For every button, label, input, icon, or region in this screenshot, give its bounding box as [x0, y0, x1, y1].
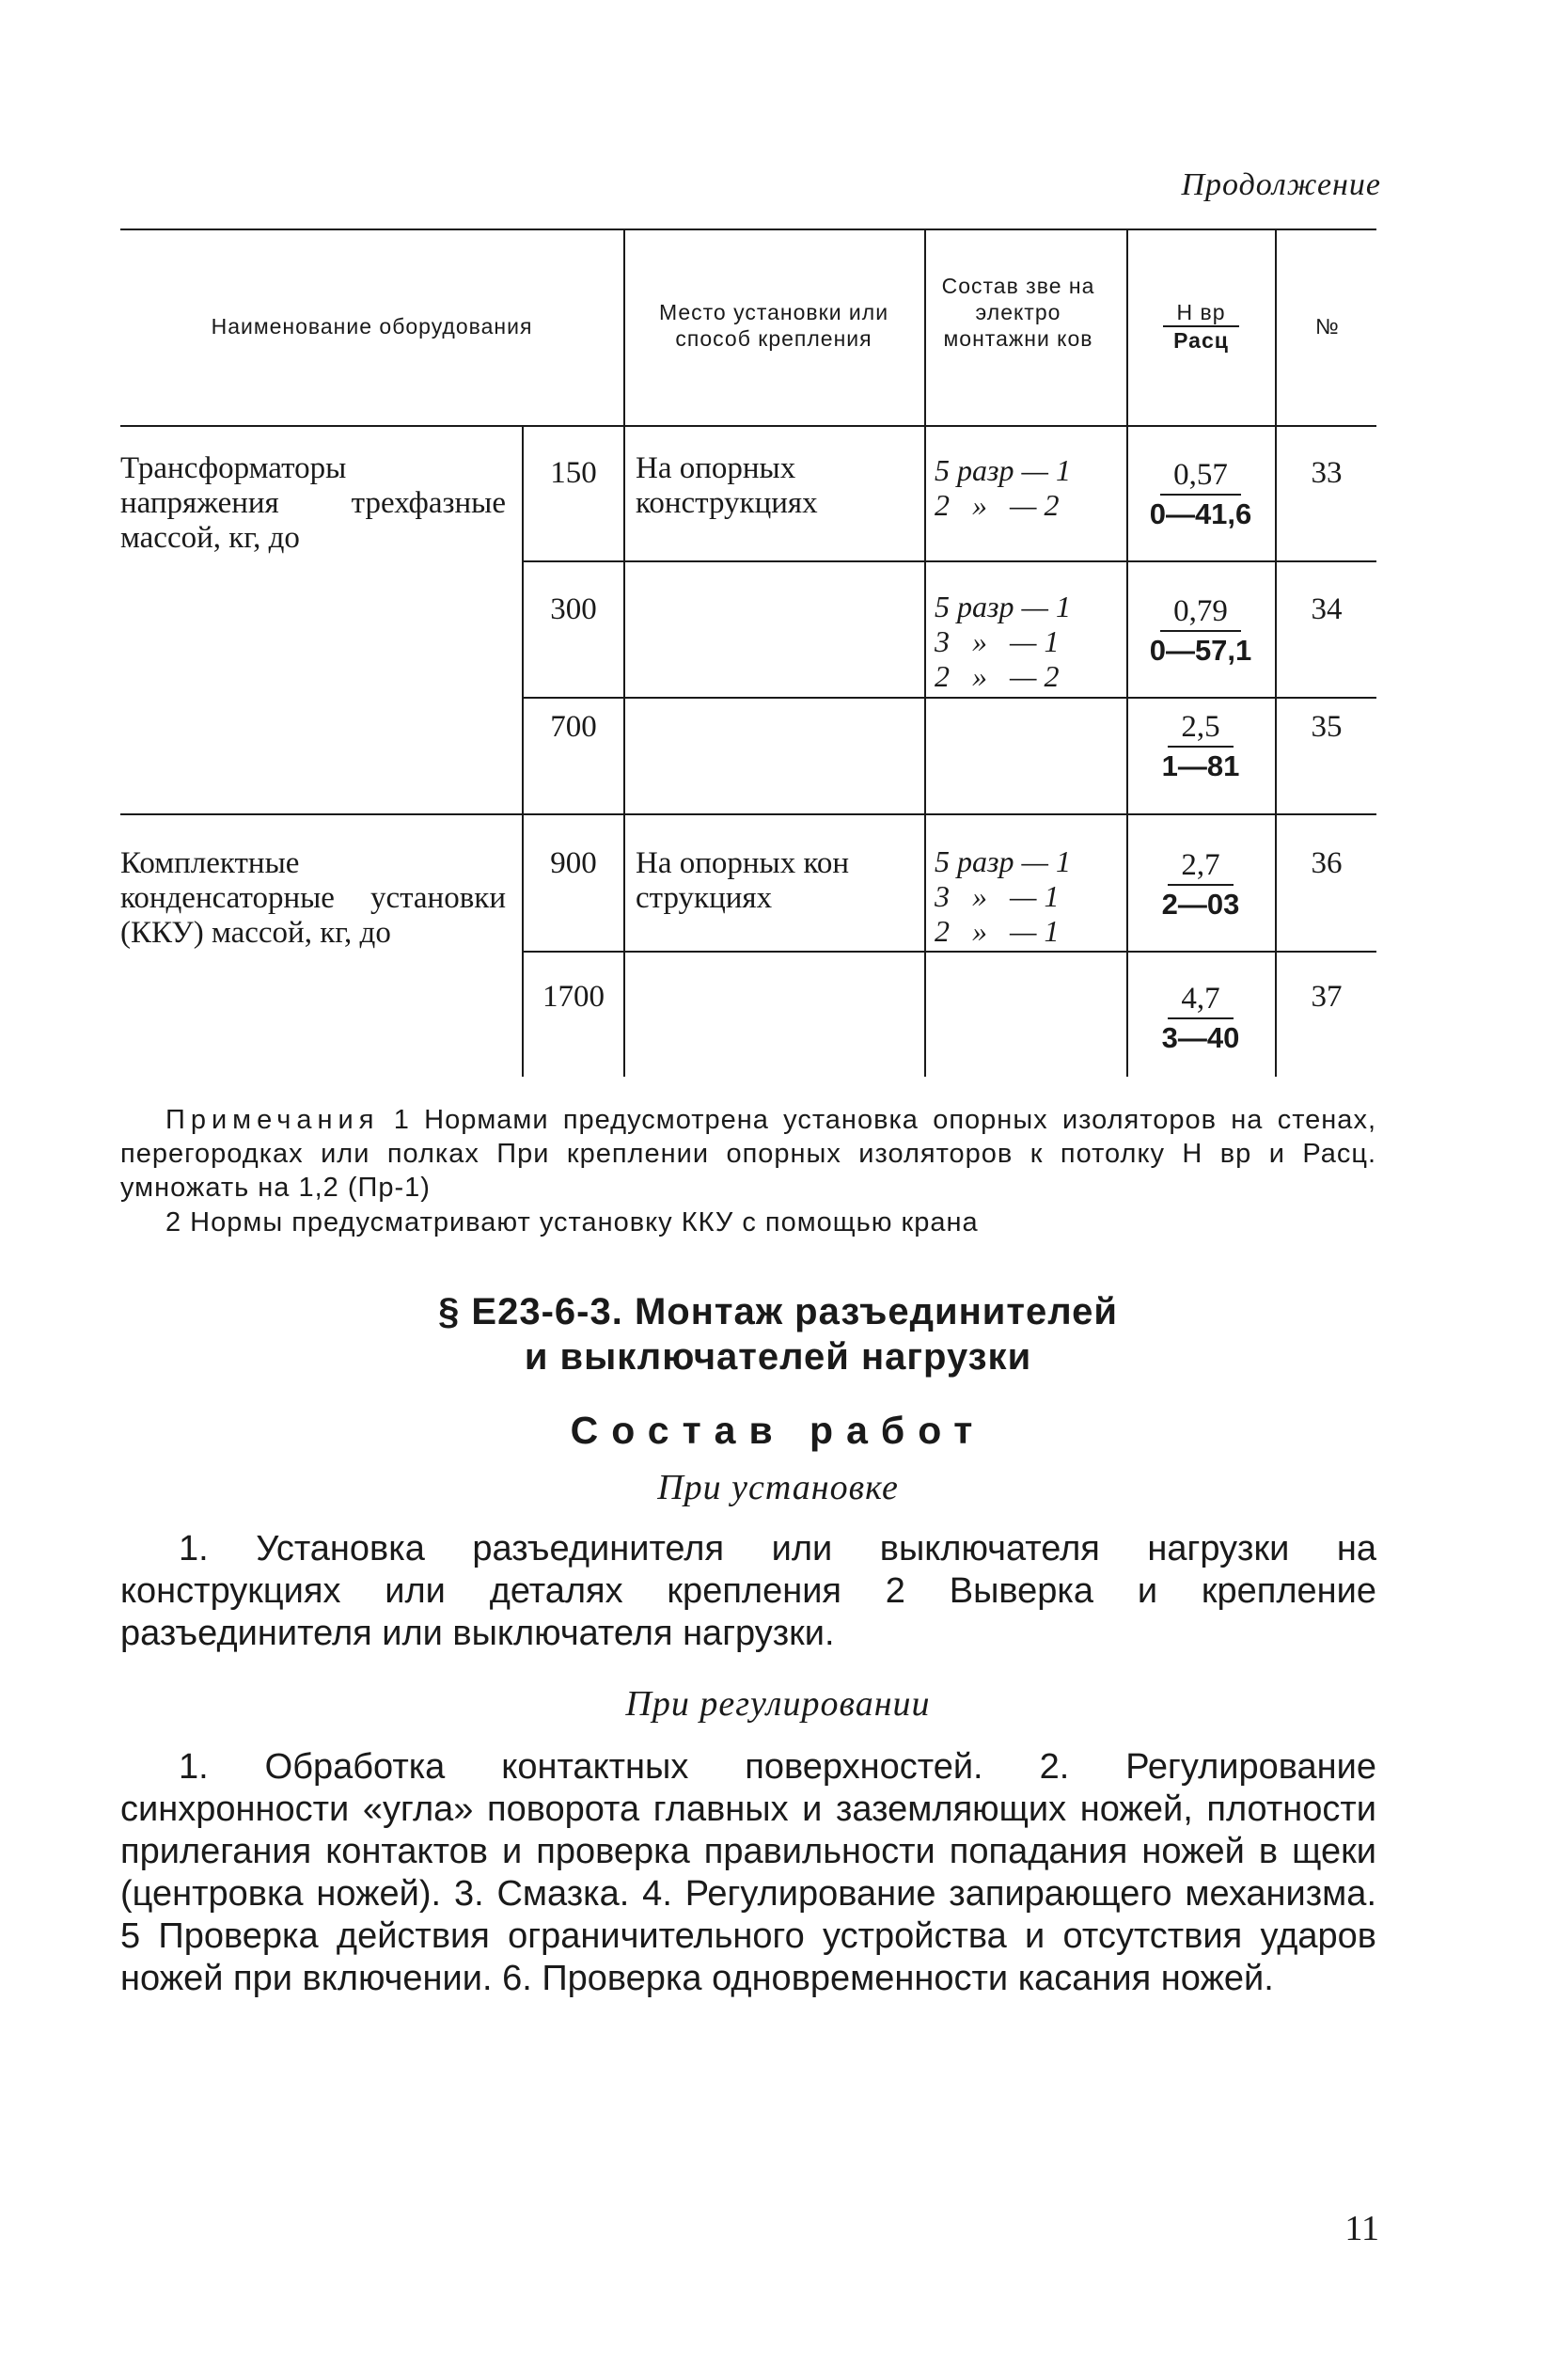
note-2: 2 Нормы предусматривают установку ККУ с помощью крана — [165, 1207, 979, 1237]
row-number: 35 — [1311, 710, 1343, 744]
header-rate: Расц — [1173, 328, 1229, 353]
group-rule — [120, 813, 1376, 815]
note-2-block — [120, 1206, 1376, 1239]
table-notes — [120, 1103, 1376, 1205]
install-text — [120, 1528, 1376, 1655]
col-rule — [1275, 229, 1277, 1077]
row-number: 33 — [1311, 456, 1343, 490]
install-heading: При установке — [657, 1468, 899, 1507]
header-place: Место установки или способ крепления — [658, 300, 889, 351]
col-rule — [1126, 229, 1128, 1077]
section-title-line2: и выключателей нагрузки — [524, 1336, 1032, 1378]
norm-rate — [1131, 980, 1270, 1057]
page-number: 11 — [1344, 2209, 1379, 2248]
note-1: 1 Нормами предусмотрена установка опорных изоляторов на стенах, перегородках или полках При креплении опорных изоляторов к потолку Н вр и Расц. умножать на 1,2 (Пр-1) — [120, 1105, 1376, 1203]
mass-value: 700 — [550, 710, 597, 744]
norm-time: 0,57 — [1160, 456, 1241, 496]
rate-value: 3—40 — [1161, 1021, 1240, 1054]
norm-time: 2,5 — [1168, 708, 1233, 748]
row-rule — [522, 697, 1376, 699]
adjust-text-body: 1. Обработка контактных поверхностей. 2. Регулирование синхронности «угла» поворота главных и заземляющих ножей, плотности прилегания контактов и проверка правильности попадания ножей в щеки (центровка ножей). 3. Смазка. 4. Регулирование запирающего механизма. 5 Проверка действия ограничительного устройства и отсутствия ударов ножей при включении. 6. Проверка одновременности касания ножей. — [120, 1747, 1376, 1998]
norm-rate — [1131, 456, 1270, 533]
mass-value: 150 — [550, 456, 597, 490]
equipment-name: Трансформаторы напряжения трехфазные массой, кг, до — [120, 451, 506, 555]
row-number: 34 — [1311, 592, 1343, 626]
rate-value: 2—03 — [1161, 888, 1240, 921]
rate-value: 0—57,1 — [1149, 634, 1252, 667]
install-text-body: 1. Установка разъединителя или выключателя нагрузки на конструкциях или деталях крепления 2 Выверка и крепление разъединителя или выключателя нагрузки. — [120, 1529, 1376, 1653]
crew-composition: 5 разр — 1 3 » — 1 2 » — 2 — [935, 590, 1071, 693]
row-rule — [522, 951, 1376, 953]
mounting-place: На опорных кон струкциях — [636, 846, 849, 915]
equipment-name: Комплектные конденсаторные установки (ККУ) массой, кг, до — [120, 846, 506, 950]
header-equipment: Наименование оборудования — [211, 314, 533, 339]
crew-composition: 5 разр — 1 2 » — 2 — [935, 453, 1071, 522]
work-composition-heading: Состав работ — [570, 1409, 986, 1452]
header-number: № — [1315, 314, 1340, 339]
mass-value: 300 — [550, 592, 597, 626]
table-top-rule — [120, 229, 1376, 230]
rate-value: 1—81 — [1161, 749, 1240, 782]
header-norm — [1133, 299, 1269, 354]
norm-rate — [1131, 708, 1270, 785]
mass-value: 900 — [550, 846, 597, 880]
header-norm-time: Н вр — [1163, 299, 1238, 327]
continuation-label: Продолжение — [1181, 167, 1381, 202]
row-rule — [522, 560, 1376, 562]
col-rule — [924, 229, 926, 1077]
row-number: 37 — [1311, 980, 1343, 1014]
section-title-line1: § Е23-6-3. Монтаж разъединителей — [438, 1291, 1118, 1332]
norm-time: 2,7 — [1168, 846, 1233, 886]
norm-time: 4,7 — [1168, 980, 1233, 1019]
rate-value: 0—41,6 — [1149, 497, 1252, 530]
adjust-heading: При регулировании — [625, 1684, 931, 1724]
notes-label: Примечания — [165, 1105, 380, 1135]
mounting-place: На опорных конструкциях — [636, 451, 818, 520]
table-header-rule — [120, 425, 1376, 427]
adjust-text — [120, 1746, 1376, 2000]
header-crew: Состав зве на электро монтажни ков — [941, 274, 1095, 351]
col-rule — [623, 229, 625, 1077]
norm-time: 0,79 — [1160, 592, 1241, 632]
crew-composition: 5 разр — 1 3 » — 1 2 » — 1 — [935, 844, 1071, 948]
mass-value: 1700 — [542, 980, 605, 1014]
norm-rate — [1131, 846, 1270, 923]
norm-rate — [1131, 592, 1270, 670]
row-number: 36 — [1311, 846, 1343, 880]
